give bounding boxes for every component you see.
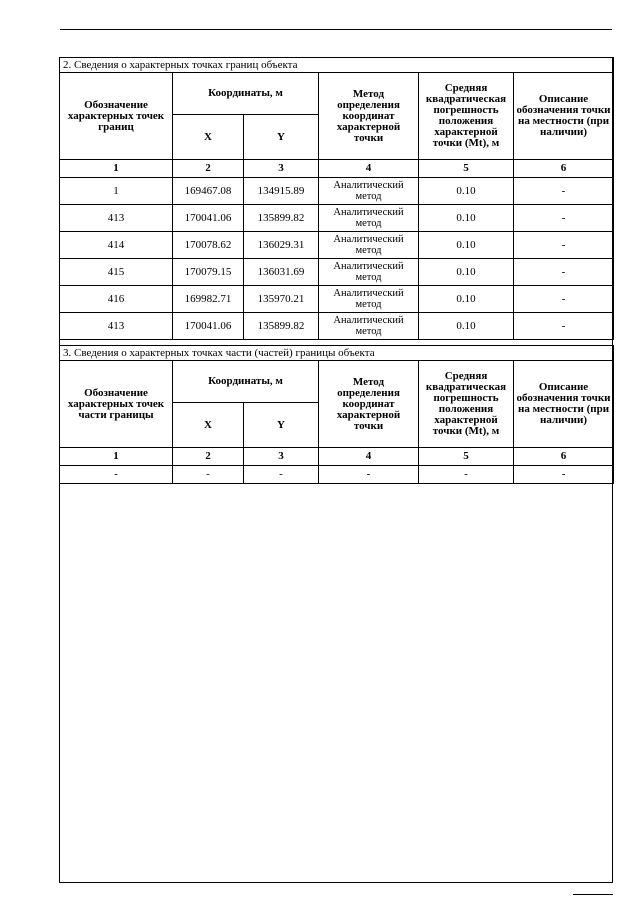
method-cell: Аналитический метод [319, 232, 419, 259]
col-number: 4 [319, 448, 419, 466]
point-cell: 414 [60, 232, 173, 259]
col-number: 4 [319, 160, 419, 178]
x-cell: 170041.06 [173, 313, 244, 340]
method-cell: Аналитический метод [319, 205, 419, 232]
header-y: Y [244, 403, 319, 448]
x-cell: 170079.15 [173, 259, 244, 286]
desc-cell: - [514, 232, 614, 259]
y-cell: 135970.21 [244, 286, 319, 313]
desc-cell: - [514, 286, 614, 313]
header-method: Метод определения координат характерной точки [319, 361, 419, 448]
header-coords: Координаты, м [173, 361, 319, 403]
col-number: 6 [514, 160, 614, 178]
method-cell: Аналитический метод [319, 313, 419, 340]
mt-cell: - [419, 466, 514, 484]
col-number: 1 [60, 160, 173, 178]
col-number: 2 [173, 448, 244, 466]
section-3-table [59, 345, 614, 484]
mt-cell: 0.10 [419, 205, 514, 232]
point-cell: 413 [60, 205, 173, 232]
header-y: Y [244, 115, 319, 160]
table-row [60, 259, 614, 286]
point-cell: 415 [60, 259, 173, 286]
table-row [60, 232, 614, 259]
col-number: 3 [244, 160, 319, 178]
desc-cell: - [514, 205, 614, 232]
bottom-rule [573, 894, 613, 895]
point-cell: 413 [60, 313, 173, 340]
table-row [60, 286, 614, 313]
mt-cell: 0.10 [419, 232, 514, 259]
desc-cell: - [514, 466, 614, 484]
header-accuracy: Средняя квадратическая погрешность положения характерной точки (Mt), м [419, 73, 514, 160]
y-cell: 135899.82 [244, 313, 319, 340]
header-x: X [173, 115, 244, 160]
section-2-table [59, 57, 614, 340]
header-x: X [173, 403, 244, 448]
col-number: 5 [419, 448, 514, 466]
table-row [60, 313, 614, 340]
method-cell: Аналитический метод [319, 286, 419, 313]
top-rule [60, 29, 612, 30]
column-numbers-row [60, 448, 614, 466]
y-cell: - [244, 466, 319, 484]
x-cell: 169467.08 [173, 178, 244, 205]
x-cell: - [173, 466, 244, 484]
col-number: 6 [514, 448, 614, 466]
header-designation: Обозначение характерных точек части границы [60, 361, 173, 448]
y-cell: 136029.31 [244, 232, 319, 259]
mt-cell: 0.10 [419, 259, 514, 286]
table-row [60, 205, 614, 232]
header-accuracy: Средняя квадратическая погрешность положения характерной точки (Mt), м [419, 361, 514, 448]
table-row [60, 178, 614, 205]
header-method: Метод определения координат характерной точки [319, 73, 419, 160]
desc-cell: - [514, 178, 614, 205]
method-cell: Аналитический метод [319, 178, 419, 205]
point-cell: - [60, 466, 173, 484]
mt-cell: 0.10 [419, 286, 514, 313]
desc-cell: - [514, 259, 614, 286]
x-cell: 170078.62 [173, 232, 244, 259]
y-cell: 135899.82 [244, 205, 319, 232]
col-number: 3 [244, 448, 319, 466]
mt-cell: 0.10 [419, 313, 514, 340]
col-number: 2 [173, 160, 244, 178]
column-numbers-row [60, 160, 614, 178]
desc-cell: - [514, 313, 614, 340]
header-description: Описание обозначения точки на местности (при наличии) [514, 73, 614, 160]
method-cell: Аналитический метод [319, 259, 419, 286]
section-3-title: 3. Сведения о характерных точках части (частей) границы объекта [60, 346, 614, 361]
header-description: Описание обозначения точки на местности (при наличии) [514, 361, 614, 448]
col-number: 1 [60, 448, 173, 466]
header-coords: Координаты, м [173, 73, 319, 115]
y-cell: 134915.89 [244, 178, 319, 205]
section-2-title: 2. Сведения о характерных точках границ объекта [60, 58, 614, 73]
header-designation: Обозначение характерных точек границ [60, 73, 173, 160]
table-row [60, 466, 614, 484]
x-cell: 170041.06 [173, 205, 244, 232]
method-cell: - [319, 466, 419, 484]
mt-cell: 0.10 [419, 178, 514, 205]
col-number: 5 [419, 160, 514, 178]
point-cell: 416 [60, 286, 173, 313]
point-cell: 1 [60, 178, 173, 205]
x-cell: 169982.71 [173, 286, 244, 313]
y-cell: 136031.69 [244, 259, 319, 286]
